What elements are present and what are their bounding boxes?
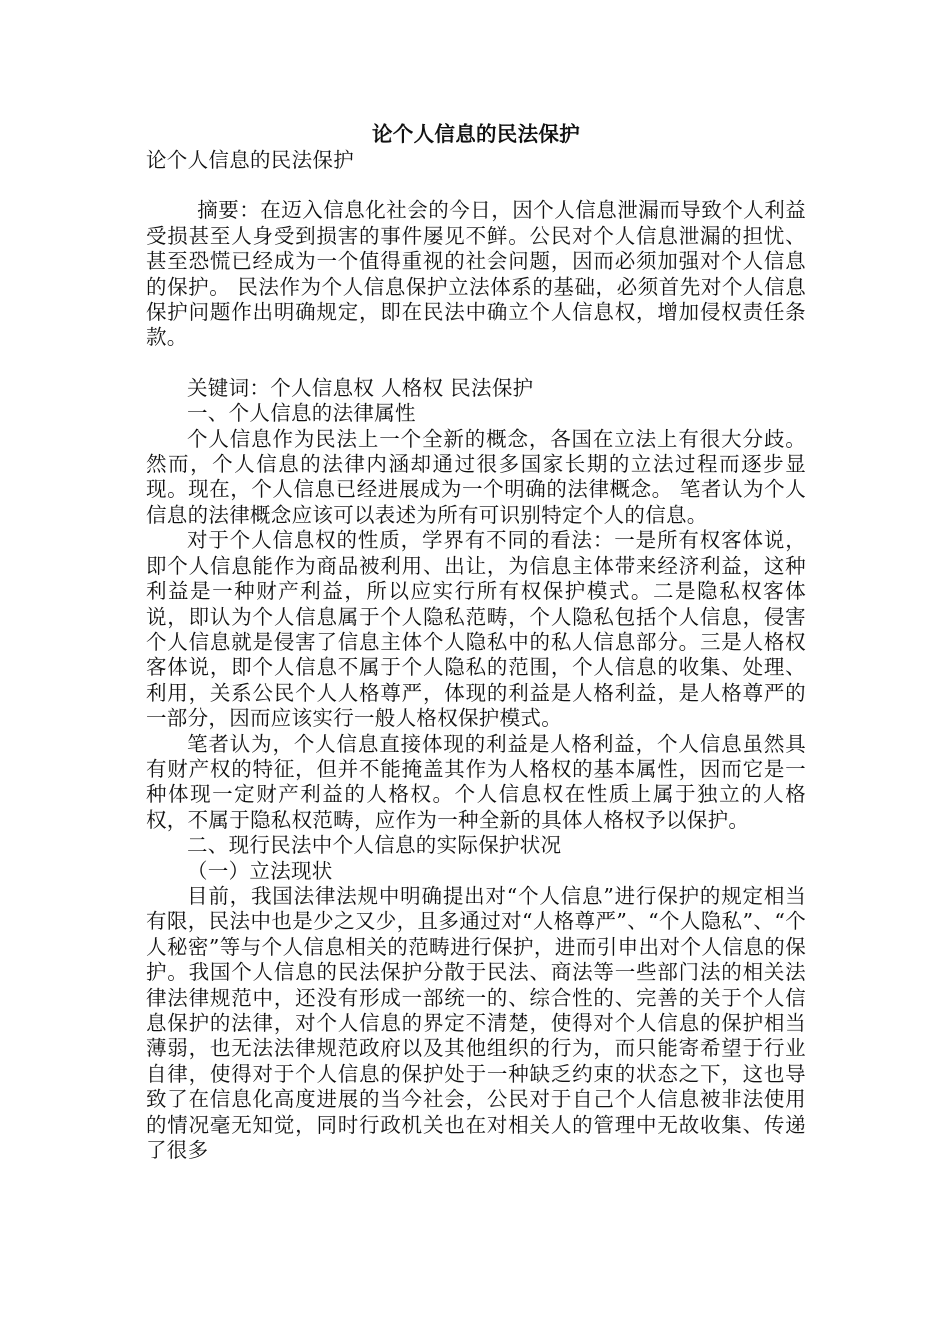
document-subtitle: 论个人信息的民法保护: [146, 148, 354, 172]
document-title: 论个人信息的民法保护: [372, 122, 580, 146]
body-paragraph: 个人信息作为民法上一个全新的概念，各国在立法上有很大分歧。然而，个人信息的法律内涵却通过很多国家长期的立法过程而逐步显现。现在，个人信息已经进展成为一个明确的法律概念。 笔者认为个人信息的法律概念应该可以表述为所有可识别特定个人的信息。: [146, 426, 806, 527]
keywords-line: 关键词：个人信息权 人格权 民法保护: [187, 375, 534, 400]
document-page: [146, 120, 806, 1163]
body-paragraph: 对于个人信息权的性质，学界有不同的看法：一是所有权客体说，即个人信息能作为商品被利用、出让，为信息主体带来经济利益，这种利益是一种财产利益，所以应实行所有权保护模式。二是隐私权客体说，即认为个人信息属于个人隐私范畴，个人隐私包括个人信息，侵害个人信息就是侵害了信息主体个人隐私中的私人信息部分。三是人格权客体说，即个人信息不属于个人隐私的范围，个人信息的收集、处理、利用，关系公民个人人格尊严，体现的利益是人格利益，是人格尊严的一部分，因而应该实行一般人格权保护模式。: [146, 528, 806, 731]
body-paragraph: 笔者认为，个人信息直接体现的利益是人格利益，个人信息虽然具有财产权的特征，但并不能掩盖其作为人格权的基本属性，因而它是一种体现一定财产利益的人格权。个人信息权在性质上属于独立的人格权，不属于隐私权范畴，应作为一种全新的具体人格权予以保护。: [146, 731, 806, 832]
body-paragraph: 目前，我国法律法规中明确提出对“个人信息”进行保护的规定相当有限，民法中也是少之又少，且多通过对“人格尊严”、“个人隐私”、“个人秘密”等与个人信息相关的范畴进行保护，进而引申出对个人信息的保护。我国个人信息的民法保护分散于民法、商法等一些部门法的相关法律法律规范中，还没有形成一部统一的、综合性的、完善的关于个人信息保护的法律，对个人信息的界定不清楚，使得对个人信息的保护相当薄弱，也无法法律规范政府以及其他组织的行为，而只能寄希望于行业自律，使得对于个人信息的保护处于一种缺乏约束的状态之下，这也导致了在信息化高度进展的当今社会，公民对于自己个人信息被非法使用的情况毫无知觉，同时行政机关也在对相关人的管理中无故收集、传递了很多: [146, 883, 806, 1163]
section-2-heading: 二、现行民法中个人信息的实际保护状况: [187, 833, 562, 858]
abstract-paragraph: 摘要：在迈入信息化社会的今日，因个人信息泄漏而导致个人利益受损甚至人身受到损害的事件屡见不鲜。公民对个人信息泄漏的担忧、甚至恐慌已经成为一个值得重视的社会问题，因而必须加强对个人信息的保护。 民法作为个人信息保护立法体系的基础，必须首先对个人信息保护问题作出明确规定，即在民法中确立个人信息权，增加侵权责任条款。: [146, 198, 806, 350]
section-1-heading: 一、个人信息的法律属性: [187, 401, 416, 426]
subsection-1-heading: （一）立法现状: [187, 858, 333, 883]
